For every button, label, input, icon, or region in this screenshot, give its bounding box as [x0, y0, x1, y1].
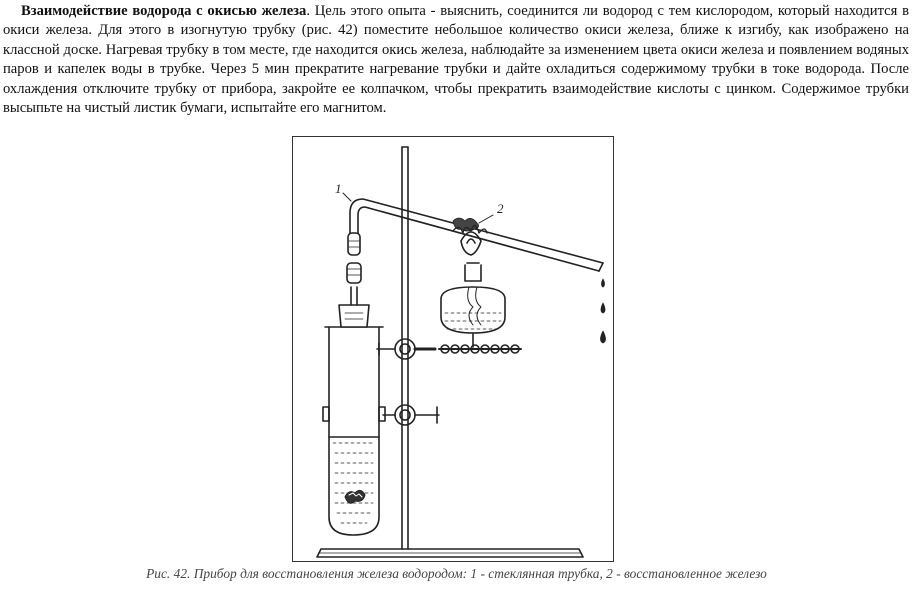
upper-clamp	[377, 339, 521, 359]
apparatus-figure	[292, 136, 614, 562]
figure-caption: Рис. 42. Прибор для восстановления железа водородом: 1 - стеклянная трубка, 2 - восстановленное железо	[146, 566, 767, 581]
label-1: 1	[335, 181, 342, 196]
water-drops	[601, 279, 606, 343]
spirit-lamp	[441, 225, 505, 347]
paragraph-title: Взаимодействие водорода с окисью железа	[21, 3, 307, 19]
stopper	[339, 233, 369, 327]
paragraph-body: . Цель этого опыта - выяснить, соединится ли водород с тем кислородом, который находится в окиси железа. Для этого в изогнутую трубку (рис. 42) поместите небольшое количество окиси железа, ближе к изгибу, как изображено на классной доске. Нагревая трубку в том месте, где находится окись железа, наблюдайте за изменением цвета окиси железа и появлением водяных паров и капелек воды в трубке. Через 5 мин прекратите нагревание трубки и дайте охладиться содержимому трубки в токе водорода. После охлаждения отключите трубку от прибора, закройте ее колпачком, чтобы прекратить взаимодействие кислоты с цинком. Содержимое трубки высыпьте на чистый листик бумаги, испытайте его магнитом.	[3, 3, 909, 117]
reaction-cylinder	[323, 327, 385, 535]
apparatus-drawing	[293, 137, 615, 563]
lower-clamp	[383, 405, 439, 425]
stand-rod	[402, 147, 408, 549]
instruction-paragraph	[3, 2, 909, 118]
label-2: 2	[497, 201, 504, 216]
